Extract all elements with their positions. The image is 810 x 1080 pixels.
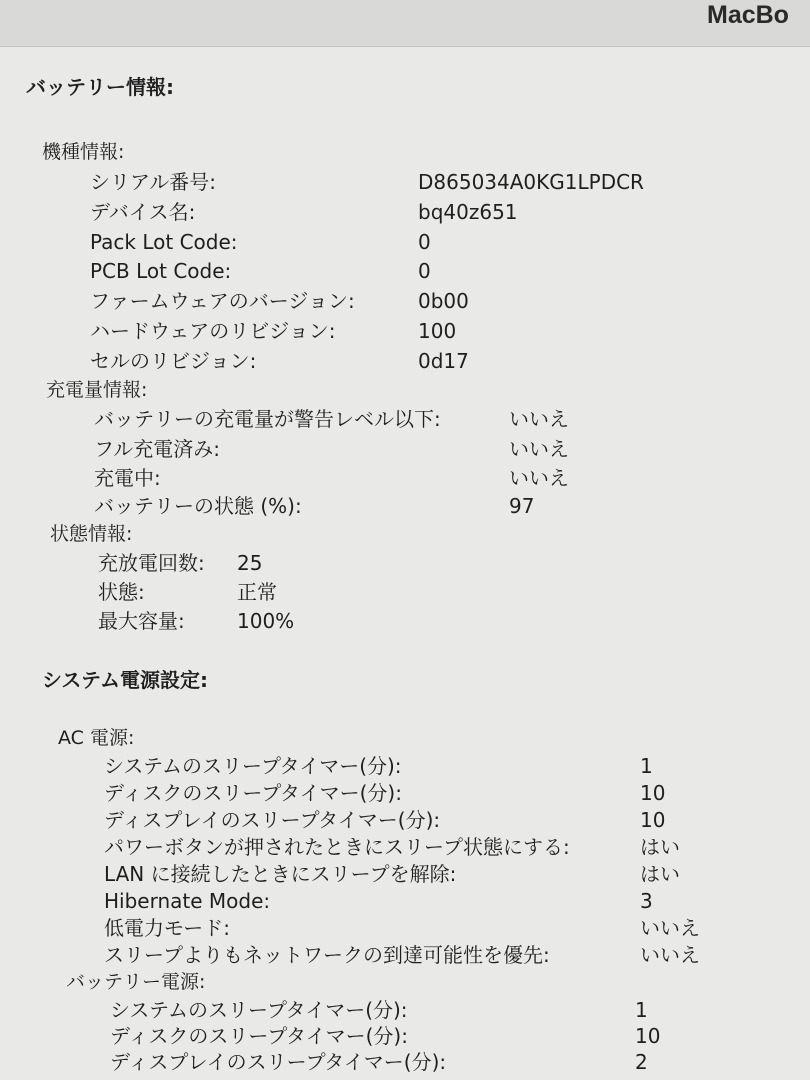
pcb-lot-code-label: PCB Lot Code: [90, 259, 232, 283]
charge-below-warning-value: いいえ [509, 407, 569, 431]
battery-info-heading: バッテリー情報: [26, 75, 174, 99]
pack-lot-code-label: Pack Lot Code: [90, 230, 238, 254]
condition-label: 状態: [98, 580, 145, 604]
system-report-content [0, 47, 810, 1080]
ac-wake-on-lan-label: LAN に接続したときにスリープを解除: [104, 862, 457, 886]
ac-low-power-mode-value: いいえ [640, 916, 700, 940]
max-capacity-value: 100% [237, 609, 295, 633]
charging-value: いいえ [509, 466, 569, 490]
serial-number-label: シリアル番号: [90, 170, 216, 194]
ac-power-heading: AC 電源: [58, 727, 135, 749]
batt-disk-sleep-value: 10 [635, 1024, 661, 1048]
ac-network-priority-value: いいえ [640, 943, 700, 967]
cell-revision-label: セルのリビジョン: [90, 349, 257, 373]
charge-below-warning-label: バッテリーの充電量が警告レベル以下: [94, 407, 441, 431]
health-info-heading: 状態情報: [50, 523, 133, 545]
batt-disk-sleep-label: ディスクのスリープタイマー(分): [110, 1024, 408, 1048]
fully-charged-label: フル充電済み: [94, 437, 220, 461]
firmware-version-value: 0b00 [418, 289, 469, 313]
pcb-lot-code-value: 0 [418, 259, 431, 283]
ac-display-sleep-value: 10 [640, 808, 666, 832]
ac-system-sleep-label: システムのスリープタイマー(分): [104, 754, 402, 778]
battery-power-heading: バッテリー電源: [66, 971, 206, 993]
ac-network-priority-label: スリープよりもネットワークの到達可能性を優先: [104, 943, 550, 967]
ac-disk-sleep-value: 10 [640, 781, 666, 805]
charging-label: 充電中: [94, 466, 161, 490]
pack-lot-code-value: 0 [418, 230, 431, 254]
batt-system-sleep-value: 1 [635, 998, 648, 1022]
hardware-revision-value: 100 [418, 319, 457, 343]
hardware-revision-label: ハードウェアのリビジョン: [90, 319, 336, 343]
device-name-label: デバイス名: [90, 200, 196, 224]
firmware-version-label: ファームウェアのバージョン: [90, 289, 355, 313]
cell-revision-value: 0d17 [418, 349, 469, 373]
window-title: MacBo [707, 1, 789, 29]
ac-wake-on-lan-value: はい [640, 862, 680, 886]
battery-state-percent-value: 97 [509, 494, 535, 518]
device-name-value: bq40z651 [418, 200, 518, 224]
ac-power-button-sleep-label: パワーボタンが押されたときにスリープ状態にする: [104, 835, 570, 859]
fully-charged-value: いいえ [509, 437, 569, 461]
ac-low-power-mode-label: 低電力モード: [104, 916, 230, 940]
batt-display-sleep-value: 2 [635, 1050, 648, 1074]
ac-hibernate-mode-label: Hibernate Mode: [104, 889, 271, 913]
max-capacity-label: 最大容量: [98, 609, 185, 633]
charge-info-heading: 充電量情報: [46, 379, 148, 401]
ac-system-sleep-value: 1 [640, 754, 653, 778]
ac-power-button-sleep-value: はい [640, 835, 680, 859]
cycle-count-label: 充放電回数: [98, 551, 205, 575]
model-info-heading: 機種情報: [42, 141, 125, 163]
batt-system-sleep-label: システムのスリープタイマー(分): [110, 998, 408, 1022]
power-settings-heading: システム電源設定: [42, 668, 208, 692]
ac-display-sleep-label: ディスプレイのスリープタイマー(分): [104, 808, 441, 832]
window-titlebar [0, 0, 810, 47]
cycle-count-value: 25 [237, 551, 263, 575]
condition-value: 正常 [237, 580, 277, 604]
ac-hibernate-mode-value: 3 [640, 889, 653, 913]
batt-display-sleep-label: ディスプレイのスリープタイマー(分): [110, 1050, 447, 1074]
ac-disk-sleep-label: ディスクのスリープタイマー(分): [104, 781, 402, 805]
serial-number-value: D865034A0KG1LPDCR [418, 170, 644, 194]
battery-state-percent-label: バッテリーの状態 (%): [94, 494, 302, 518]
